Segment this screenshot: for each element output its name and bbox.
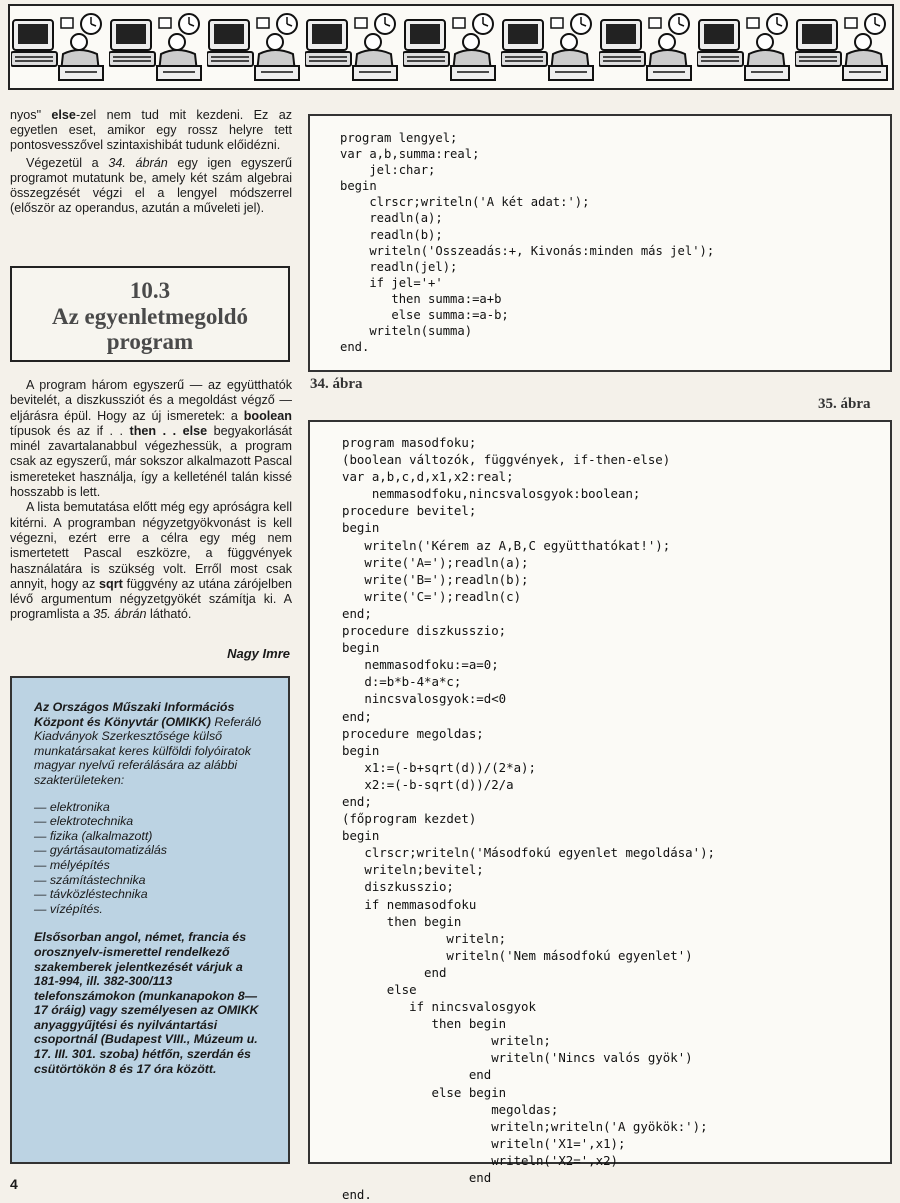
field-item: — mélyépítés [34, 858, 270, 873]
field-item: — gyártásautomatizálás [34, 843, 270, 858]
page-number: 4 [10, 1176, 18, 1192]
keyword-boolean: boolean [243, 408, 292, 423]
text-run: A lista bemutatása előtt még egy apróságra kell kitérni. A programban négyzetgyökvonást is kell végezni, ezért erre a célra egy még nem ismertetett Pascal eszközre, a függvények használatára is szükség volt. Erről most csak annyit, hogy az [10, 500, 292, 591]
code-listing-34 [308, 114, 892, 372]
ad-intro [34, 700, 270, 788]
keyword-else: else [51, 108, 76, 122]
field-item: — elektronika [34, 800, 270, 815]
body-paragraph-1 [10, 378, 292, 500]
code-text: program lengyel; var a,b,summa:real; jel:char; begin clrscr;writeln('A két adat:'); readln(a); readln(b); writeln('Osszeadás:+, Kivonás:minden más jel'); readln(jel); if jel='+' then summa:=a+b else summa:=a-b; writeln(summa) end. [340, 131, 715, 355]
text-run: nyos" [10, 108, 52, 122]
body-paragraph-2 [10, 500, 292, 622]
text-run: látható. [146, 607, 192, 622]
code-text: program masodfoku; (boolean változók, függvények, if-then-else) var a,b,c,d,x1,x2:real; nemmasodfoku,nincsvalosgyok:boolean; procedure bevitel; begin writeln('Kérem az A,B,C együtthatókat!'); write('A=');readln(a); write('B=');readln(b); write('C=');readln(c) end; procedure diszkusszio; begin nemmasodfoku:=a=0; d:=b*b-4*a*c; nincsvalosgyok:=d<0 end; procedure megoldas; begin x1:=(-b+sqrt(d))/(2*a); x2:=(-b-sqrt(d))/2/a end; (főprogram kezdet) begin clrscr;writeln('Másodfokú egyenlet megoldása'); writeln;bevitel; diszkusszio; if nemmasodfoku then begin writeln; writeln('Nem másodfokú egyenlet') end else if nincsvalosgyok then begin writeln; writeln('Nincs valós gyök') end else begin megoldas; writeln;writeln('A gyökök:'); writeln('X1=',x1); writeln('X2=',x2) end end. [342, 435, 715, 1203]
section-title-line-2: program [106, 329, 194, 354]
header-banner [8, 4, 894, 90]
keyword-then-else: then . . else [129, 423, 208, 438]
text-run: Végezetül a [26, 155, 109, 170]
keyword-sqrt: sqrt [99, 576, 123, 591]
figure-reference: 35. ábrán [93, 607, 147, 622]
text-run: A program három egyszerű — az együtthatók bevitelét, a diszkussziót és a megoldást végző — eljárásra épül. Hogy az új ismeretek: a [10, 378, 292, 423]
field-item: — elektrotechnika [34, 814, 270, 829]
computer-clerk-icon [501, 10, 597, 84]
organization-name: Az Országos Műszaki Információs Központ és Könyvtár (OMIKK) [34, 700, 235, 729]
computer-clerk-icon [11, 10, 107, 84]
section-heading-box [10, 266, 290, 362]
omikk-advertisement [10, 676, 290, 1164]
field-item: — távközléstechnika [34, 887, 270, 902]
text-run: begyakorlását minél zavartalanabbul végezhessük, a program csak az egyszerű, már sokszor alkalmazott Pascal ismereteket használja, így a kelleténél talán kissé hosszabb is lett. [10, 423, 293, 500]
text-run: függvény az utána zárójelben lévő argumentum négyzetgyökét számítja ki. A programlista a [10, 576, 292, 622]
text-run: egy igen egyszerű programot mutatunk be, amely két szám algebrai összegzését végzi el a lengyel módszerrel (először az operandus, azután a műveleti jel). [10, 155, 292, 216]
computer-clerk-icon [795, 10, 891, 84]
field-item: — számítástechnika [34, 873, 270, 888]
computer-clerk-icon [207, 10, 303, 84]
field-list [34, 800, 270, 917]
intro-paragraph-2 [10, 156, 292, 217]
author-name: Nagy Imre [227, 646, 290, 661]
computer-clerk-icon [403, 10, 499, 84]
body-text [10, 378, 292, 623]
field-item: — vízépítés. [34, 902, 270, 917]
intro-paragraph-1 [10, 108, 292, 154]
figure-35-caption: 35. ábra [818, 396, 871, 412]
code-listing-35 [308, 420, 892, 1203]
text-run: -zel nem tud mit kezdeni. Ez az egyetlen eset, amikor egy rossz helyre tett pontosvesszővel szintaxishibát tudunk előidézni. [10, 108, 292, 153]
section-number: 10.3 [129, 278, 171, 303]
section-title-line-1: Az egyenletmegoldó [51, 304, 249, 329]
figure-34-caption: 34. ábra [310, 376, 363, 392]
figure-reference: 34. ábrán [108, 155, 168, 170]
computer-clerk-icon [599, 10, 695, 84]
intro-text [10, 108, 292, 218]
computer-clerk-icon [697, 10, 793, 84]
computer-clerk-icon [109, 10, 205, 84]
computer-clerk-icon [305, 10, 401, 84]
ad-intro-text: Referáló Kiadványok Szerkesztősége külső munkatársakat keres külföldi folyóiratok magyar nyelvű referálására az alábbi szakterületeken: [34, 714, 262, 787]
ad-contact: Elsősorban angol, német, francia és orosznyelv-ismerettel rendelkező szakemberek jelentkezését várjuk a 181-994, ill. 382-300/113 telefonszámokon (munkanapokon 8—17 óráig) vagy személyesen az OMIKK anyaggyűjtési és nyilvántartási csoportnál (Budapest VIII., Múzeum u. 17. III. 301. szoba) hétfőn, szerdán és csütörtökön 8 és 17 óra között. [34, 930, 259, 1076]
field-item: — fizika (alkalmazott) [34, 829, 270, 844]
text-run: típusok és az if . . [10, 423, 130, 438]
